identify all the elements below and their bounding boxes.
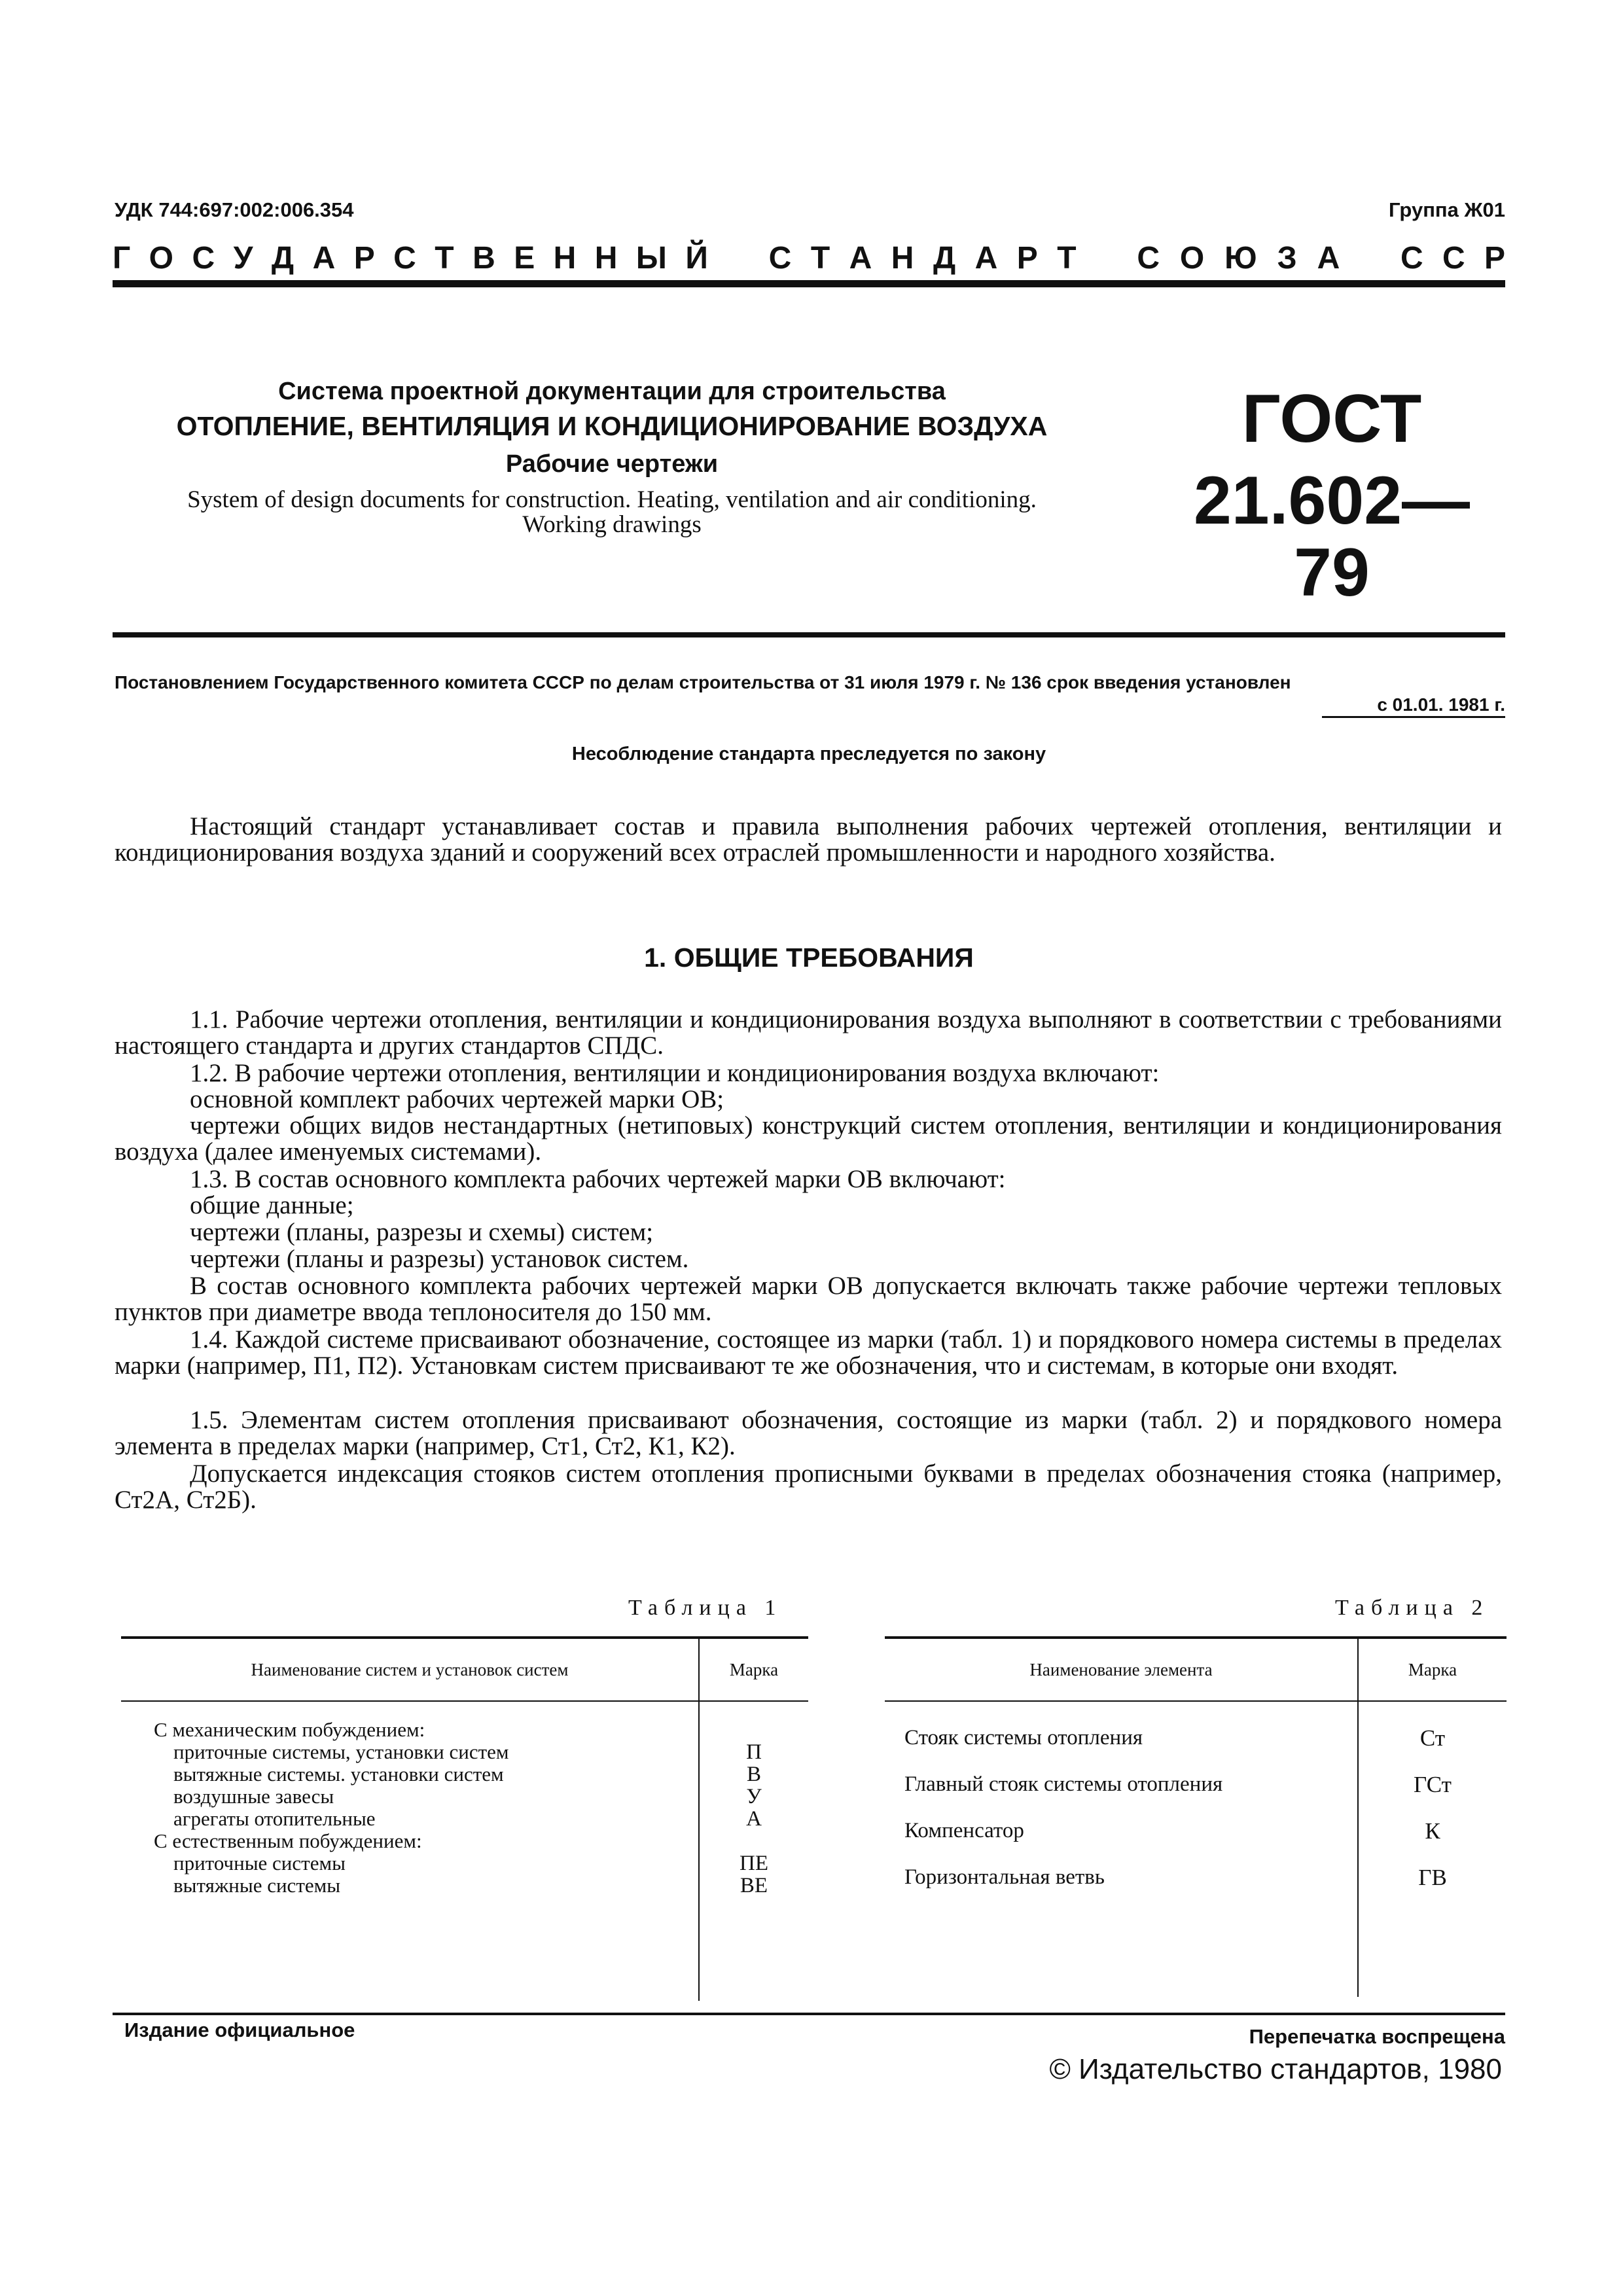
table-cell-mark: У [746, 1785, 762, 1808]
header-letter: А [849, 240, 872, 276]
table-row: агрегаты отопительные [173, 1807, 376, 1830]
table-row: С естественным побуждением: [154, 1829, 422, 1852]
header-letter: Н [553, 240, 577, 276]
table-row: приточные системы, установки систем [173, 1740, 509, 1763]
table-2-marks-column [1358, 1701, 1507, 1997]
header-letter: Н [594, 240, 618, 276]
reprint-notice: Перепечатка воспрещена [1249, 2025, 1505, 2048]
header-word-ussr [1400, 240, 1505, 276]
header-letter: Д [933, 240, 956, 276]
table-cell-mark: Ст [1419, 1725, 1446, 1751]
clause-1-5-allowance: Допускается индексация стояков систем отопления прописными буквами в пределах обозначения стояка (например, Ст2А, Ст2Б). [115, 1460, 1502, 1514]
header-word-state [113, 240, 708, 276]
table-1-header-name: Наименование систем и установок систем [121, 1638, 699, 1701]
title-rule [113, 632, 1505, 637]
header-letter: С [768, 240, 792, 276]
table-cell-mark: А [746, 1807, 762, 1831]
header-letter: С [192, 240, 215, 276]
table-cell-mark: ВЕ [740, 1874, 768, 1897]
header-letter: З [1277, 240, 1297, 276]
header-letter: С [1442, 240, 1465, 276]
title-block [151, 376, 1073, 537]
table-cell-mark: П [746, 1740, 762, 1764]
decree-effective-date: с 01.01. 1981 г. [1322, 694, 1505, 718]
clause-1-2-item-b: чертежи общих видов нестандартных (нетиповых) конструкций систем отопления, вентиляции и кондиционирования воздуха (далее именуемых системами). [115, 1111, 1502, 1166]
clause-1-3-item-b: чертежи (планы, разрезы и схемы) систем; [190, 1218, 654, 1246]
clause-1-5: 1.5. Элементам систем отопления присваивают обозначения, состоящие из марки (табл. 2) и порядкового номера элемента в пределах марки (например, Ст1, Ст2, К1, К2). [115, 1406, 1502, 1460]
header-letter: Т [810, 240, 830, 276]
header-letter: Ы [635, 240, 667, 276]
clause-1-3-item-a: общие данные; [190, 1191, 354, 1219]
header-letter: С [1137, 240, 1160, 276]
table-row: Стояк системы отопления [904, 1726, 1143, 1749]
edition-note: Издание официальное [124, 2018, 355, 2041]
header-letter: А [974, 240, 998, 276]
header-letter: Д [271, 240, 294, 276]
clause-1-2: 1.2. В рабочие чертежи отопления, вентиляции и кондиционирования воздуха включают: [190, 1059, 1160, 1087]
table-2-header-name: Наименование элемента [885, 1638, 1358, 1701]
header-letter: С [1400, 240, 1423, 276]
gost-number: 21.602—79 [1193, 463, 1471, 611]
header-rule [113, 280, 1505, 287]
table-2-names-column [885, 1701, 1358, 1997]
table-cell-mark: В [746, 1763, 761, 1786]
table-row: вытяжные системы. установки систем [173, 1763, 504, 1785]
gost-label: ГОСТ [1241, 381, 1422, 457]
table-cell-mark: К [1425, 1818, 1440, 1844]
table-cell-mark [700, 1719, 808, 1741]
table-row: Горизонтальная ветвь [904, 1865, 1105, 1889]
table-1-marks-column [699, 1701, 808, 2001]
table-1 [121, 1636, 808, 2001]
table-2-caption: Таблица 2 [1335, 1596, 1489, 1620]
header-letter: А [312, 240, 336, 276]
table-cell-mark: ГСт [1414, 1772, 1452, 1797]
header-letter: Т [435, 240, 454, 276]
header-letter: Н [891, 240, 914, 276]
table-cell-mark [700, 1830, 808, 1852]
table-row: С механическим побуждением: [154, 1718, 425, 1741]
header-letter: Г [113, 240, 131, 276]
title-subtitle: Рабочие чертежи [505, 450, 719, 478]
header-letter: А [1317, 240, 1340, 276]
table-row: Компенсатор [904, 1819, 1024, 1842]
title-system: Система проектной документации для строительства [278, 378, 946, 405]
header-letter: Т [1057, 240, 1077, 276]
header-letter: Е [514, 240, 535, 276]
table-2-header-mark: Марка [1358, 1638, 1507, 1701]
table-2 [885, 1636, 1507, 1997]
header-letter: Ю [1224, 240, 1257, 276]
table-1-names-column [121, 1701, 699, 2001]
header-letter: О [149, 240, 174, 276]
udc-code: УДК 744:697:002:006.354 [115, 198, 354, 221]
group-code: Группа Ж01 [1389, 198, 1505, 221]
table-cell-mark: ПЕ [740, 1852, 768, 1875]
table-row: воздушные завесы [173, 1785, 334, 1808]
title-english: System of design documents for construction. Heating, ventilation and air conditioning. Working drawings [187, 486, 1037, 538]
header-word-standard [769, 240, 1077, 276]
clause-1-4: 1.4. Каждой системе присваивают обозначение, состоящее из марки (табл. 1) и порядкового номера системы в пределах марки (например, П1, П2). Установкам систем присваивают те же обозначения, что и системам, в которые они входят. [115, 1325, 1502, 1380]
table-row: Главный стояк системы отопления [904, 1772, 1223, 1796]
clause-1-3: 1.3. В состав основного комплекта рабочих чертежей марки ОВ включают: [190, 1165, 1006, 1193]
title-main: ОТОПЛЕНИЕ, ВЕНТИЛЯЦИЯ И КОНДИЦИОНИРОВАНИЕ ВОЗДУХА [176, 411, 1048, 441]
standard-header-band [113, 241, 1505, 275]
header-letter: Р [1016, 240, 1038, 276]
copyright: © Издательство стандартов, 1980 [1049, 2053, 1502, 2085]
table-1-header-mark: Марка [699, 1638, 808, 1701]
clause-1-3-note: В состав основного комплекта рабочих чертежей марки ОВ допускается включать также рабочие чертежи тепловых пунктов при диаметре ввода теплоносителя до 150 мм. [115, 1272, 1502, 1326]
footer-rule [113, 2013, 1505, 2015]
clause-1-1: 1.1. Рабочие чертежи отопления, вентиляции и кондиционирования воздуха выполняют в соответствии с требованиями настоящего стандарта и других стандартов СПДС. [115, 1005, 1502, 1060]
table-row: вытяжные системы [173, 1874, 341, 1897]
section-title: 1. ОБЩИЕ ТРЕБОВАНИЯ [644, 942, 974, 973]
table-1-caption: Таблица 1 [628, 1596, 783, 1620]
header-letter: У [233, 240, 253, 276]
table-row: приточные системы [173, 1852, 346, 1874]
header-word-union [1137, 240, 1340, 276]
table-cell-mark: ГВ [1418, 1865, 1447, 1890]
header-letter: Й [685, 240, 708, 276]
violation-notice: Несоблюдение стандарта преследуется по закону [571, 744, 1046, 764]
header-letter: Р [353, 240, 375, 276]
header-letter: С [393, 240, 416, 276]
header-letter: О [1179, 240, 1205, 276]
header-letter: В [473, 240, 495, 276]
decree-text: Постановлением Государственного комитета СССР по делам строительства от 31 июля 1979 г. № 136 срок введения установлен [115, 672, 1291, 692]
clause-1-3-item-c: чертежи (планы и разрезы) установок систем. [190, 1245, 689, 1273]
intro-paragraph: Настоящий стандарт устанавливает состав и правила выполнения рабочих чертежей отопления, вентиляции и кондиционирования воздуха зданий и сооружений всех отраслей промышленности и народного хозяйства. [115, 812, 1502, 867]
header-letter: Р [1484, 240, 1505, 276]
clause-1-2-item-a: основной комплект рабочих чертежей марки ОВ; [190, 1085, 724, 1113]
